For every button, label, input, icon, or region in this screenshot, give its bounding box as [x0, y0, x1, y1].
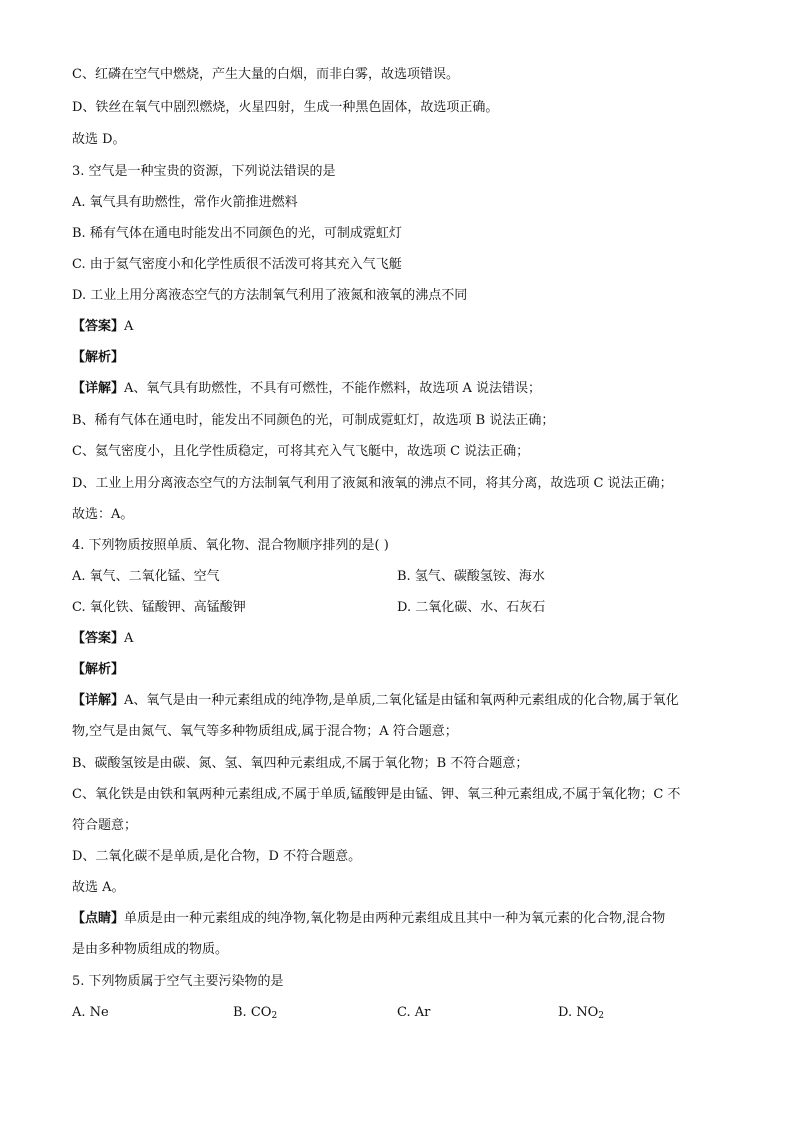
option-formula: Ar — [414, 1005, 431, 1020]
question-5-option-b — [233, 1004, 277, 1022]
prev-option-d-explanation: D、铁丝在氧气中剧烈燃烧，火星四射，生成一种黑色固体，故选项正确。 — [72, 100, 499, 115]
question-4-detail-line: 符合题意； — [72, 818, 138, 833]
prev-conclusion: 故选 D。 — [72, 132, 126, 147]
question-3-conclusion: 故选：A。 — [72, 507, 134, 522]
answer-value: A — [124, 319, 134, 334]
question-3-stem: 3. 空气是一种宝贵的资源，下列说法错误的是 — [72, 164, 336, 179]
option-formula: Ne — [89, 1005, 109, 1020]
option-letter: B. — [233, 1005, 251, 1020]
question-4-comment-line: 是由多种物质组成的物质。 — [72, 942, 229, 957]
option-letter: C. — [397, 1005, 415, 1020]
analysis-tag: 【解析】 — [72, 350, 125, 365]
answer-tag: 【答案】 — [72, 631, 125, 646]
question-3-option-b: B. 稀有气体在通电时能发出不同颜色的光，可制成霓虹灯 — [72, 226, 402, 241]
detail-text: A、氧气具有助燃性，不具有可燃性，不能作燃料，故选项 A 说法错误； — [124, 381, 542, 396]
question-5-option-c — [397, 1004, 430, 1022]
question-4-option-a: A. 氧气、二氧化锰、空气 — [72, 569, 220, 584]
question-3-option-d: D. 工业上用分离液态空气的方法制氧气利用了液氮和液氧的沸点不同 — [72, 288, 468, 303]
option-letter: A. — [72, 1005, 90, 1020]
option-subscript: 2 — [598, 1011, 605, 1021]
question-3-option-c: C. 由于氦气密度小和化学性质很不活泼可将其充入气飞艇 — [72, 257, 402, 272]
question-3-detail-line: D、工业上用分离液态空气的方法制氧气利用了液氮和液氧的沸点不同，将其分离，故选项 C 说法正确； — [72, 476, 673, 491]
question-5-option-a — [72, 1004, 109, 1022]
question-3-detail-line: C、氦气密度小，且化学性质稳定，可将其充入气飞艇中，故选项 C 说法正确； — [72, 444, 530, 459]
question-4-detail-line: 物,空气是由氮气、氧气等多种物质组成,属于混合物；A 符合题意； — [72, 724, 458, 739]
option-letter: D. — [558, 1005, 577, 1020]
question-4-comment-line — [72, 910, 665, 928]
question-3-analysis-tag — [72, 349, 124, 367]
question-3-option-a: A. 氧气具有助燃性，常作火箭推进燃料 — [72, 195, 298, 210]
question-3-detail-line: B、稀有气体在通电时，能发出不同颜色的光，可制成霓虹灯，故选项 B 说法正确； — [72, 413, 555, 428]
question-4-detail-line: C、氧化铁是由铁和氧两种元素组成,不属于单质,锰酸钾是由锰、钾、氧三种元素组成,不属于氧化物；C 不 — [72, 787, 681, 802]
option-formula: CO — [250, 1005, 272, 1020]
question-3-answer — [72, 318, 133, 336]
question-4-stem: 4. 下列物质按照单质、氧化物、混合物顺序排列的是( ) — [72, 538, 389, 553]
question-3-detail-line — [72, 380, 541, 398]
detail-tag: 【详解】 — [72, 693, 125, 708]
question-4-analysis-tag — [72, 661, 124, 679]
question-5-stem: 5. 下列物质属于空气主要污染物的是 — [72, 974, 284, 989]
answer-value: A — [124, 631, 134, 646]
detail-text: A、氧气是由一种元素组成的纯净物,是单质,二氧化锰是由锰和氧两种元素组成的化合物,属于氧化 — [124, 693, 679, 708]
question-5-option-d — [558, 1004, 604, 1022]
question-4-conclusion: 故选 A。 — [72, 880, 125, 895]
comment-text: 单质是由一种元素组成的纯净物,氧化物是由两种元素组成且其中一种为氧元素的化合物,混合物 — [124, 911, 666, 926]
answer-tag: 【答案】 — [72, 319, 125, 334]
question-4-option-b: B. 氢气、碳酸氢铵、海水 — [397, 569, 545, 584]
prev-option-c-explanation: C、红磷在空气中燃烧，产生大量的白烟，而非白雾，故选项错误。 — [72, 67, 459, 82]
question-4-detail-line: B、碳酸氢铵是由碳、氮、氢、氧四种元素组成,不属于氧化物；B 不符合题意； — [72, 756, 529, 771]
question-4-answer — [72, 630, 133, 648]
question-4-detail-line: D、二氧化碳不是单质,是化合物，D 不符合题意。 — [72, 849, 362, 864]
detail-tag: 【详解】 — [72, 381, 125, 396]
question-4-option-d: D. 二氧化碳、水、石灰石 — [397, 600, 546, 615]
option-formula: NO — [576, 1005, 599, 1020]
analysis-tag: 【解析】 — [72, 662, 125, 677]
option-subscript: 2 — [271, 1011, 278, 1021]
question-4-detail-line — [72, 692, 679, 710]
comment-tag: 【点睛】 — [72, 911, 125, 926]
question-4-option-c: C. 氧化铁、锰酸钾、高锰酸钾 — [72, 600, 246, 615]
